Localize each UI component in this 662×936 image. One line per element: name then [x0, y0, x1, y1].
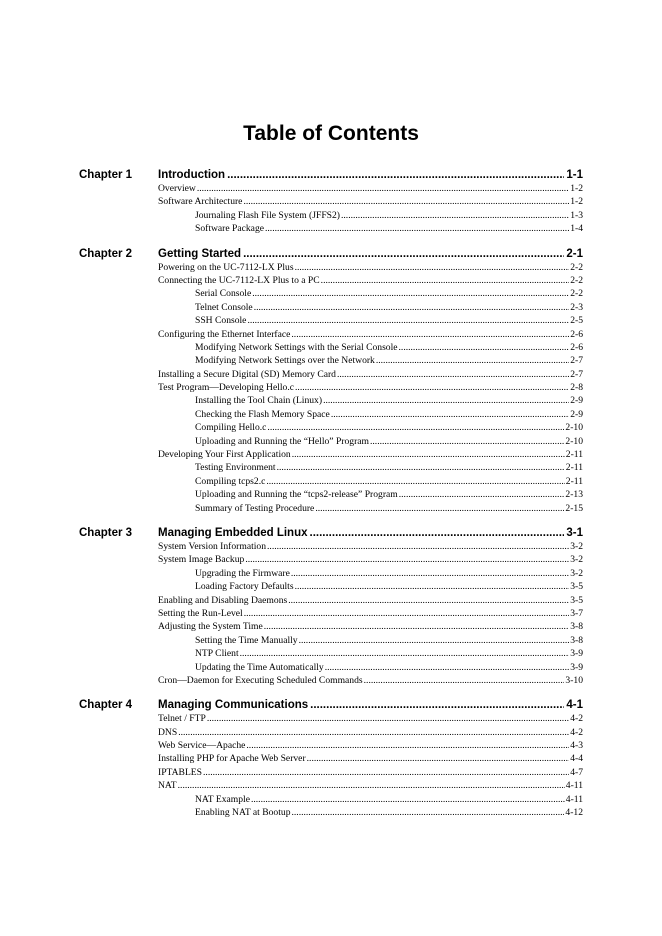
entry-page-number: 4-7	[570, 766, 583, 778]
entry-title: Telnet / FTP	[158, 713, 206, 725]
entry-title: Connecting the UC-7112-LX Plus to a PC	[158, 274, 320, 286]
dot-leader	[364, 674, 565, 687]
entry-title: Journaling Flash File System (JFFS2)	[195, 209, 340, 221]
entry-title: Installing the Tool Chain (Linux)	[195, 395, 323, 407]
entry-page-number: 3-9	[570, 648, 583, 660]
entry-page-number: 2-8	[570, 382, 583, 394]
entry-page-number: 2-6	[570, 341, 583, 353]
entry-page-number: 3-7	[570, 607, 583, 619]
entry-page-number: 2-2	[570, 288, 583, 300]
entry-page-number: 2-10	[565, 422, 583, 434]
toc-subsection-entry[interactable]	[195, 421, 583, 434]
page-title: Table of Contents	[243, 122, 419, 145]
toc-subsection-entry[interactable]	[195, 287, 583, 300]
entry-title: Summary of Testing Procedure	[195, 502, 315, 514]
chapter-section	[79, 526, 583, 687]
entry-page-number: 2-2	[570, 261, 583, 273]
toc-subsection-entry[interactable]	[195, 301, 583, 314]
dot-leader	[295, 381, 569, 394]
entry-page-number: 2-6	[570, 328, 583, 340]
toc-section-entry[interactable]	[158, 368, 583, 381]
dot-leader	[247, 314, 569, 327]
toc-section-entry[interactable]	[158, 261, 583, 274]
entry-title: Test Program—Developing Hello.c	[158, 382, 295, 394]
dot-leader	[178, 726, 569, 739]
entry-page-number: 2-11	[565, 462, 583, 474]
entry-title: Compiling Hello.c	[195, 422, 267, 434]
entry-page-number: 1-3	[570, 209, 583, 221]
toc-section-entry[interactable]	[158, 607, 583, 620]
entry-page-number: 2-9	[570, 408, 583, 420]
dot-leader	[341, 209, 569, 222]
toc-subsection-entry[interactable]	[195, 354, 583, 367]
entry-page-number: 2-5	[570, 315, 583, 327]
entry-title: Compiling tcps2.c	[195, 475, 266, 487]
chapter-heading[interactable]	[79, 168, 583, 182]
dot-leader	[288, 594, 569, 607]
dot-leader	[266, 475, 564, 488]
chapter-label: Chapter 1	[79, 169, 133, 181]
entry-page-number: 1-2	[570, 183, 583, 194]
dot-leader	[277, 461, 565, 474]
entry-page-number: 2-7	[570, 368, 583, 380]
entry-title: Web Service—Apache	[158, 740, 246, 752]
entry-title: Uploading and Running the “tcps2-release” Program	[195, 489, 398, 501]
toc-section-entry[interactable]	[158, 328, 583, 341]
dot-leader	[227, 168, 564, 182]
entry-title: Telnet Console	[195, 301, 253, 313]
entry-page-number: 3-8	[570, 621, 583, 633]
toc-section-entry[interactable]	[158, 712, 583, 725]
entry-page-number: 2-7	[570, 355, 583, 367]
toc-section-entry[interactable]	[158, 739, 583, 752]
entry-page-number: 3-5	[570, 594, 583, 606]
entry-title: DNS	[158, 726, 178, 738]
toc-subsection-entry[interactable]	[195, 793, 583, 806]
dot-leader	[310, 526, 565, 540]
entry-page-number: 3-2	[570, 540, 583, 552]
toc-subsection-entry[interactable]	[195, 394, 583, 407]
dot-leader	[299, 634, 570, 647]
toc-section-entry[interactable]	[158, 779, 583, 792]
toc-section-entry[interactable]	[158, 726, 583, 739]
entry-title: Powering on the UC-7112-LX Plus	[158, 261, 294, 273]
toc-subsection-entry[interactable]	[195, 806, 583, 819]
entry-page-number: 4-2	[570, 726, 583, 738]
dot-leader	[265, 222, 569, 235]
entry-page-number: 3-9	[570, 661, 583, 673]
entry-title: Serial Console	[195, 288, 252, 300]
chapter-title-line[interactable]	[158, 526, 583, 540]
entry-title: Setting the Run-Level	[158, 607, 243, 619]
chapter-page-number: 1-1	[566, 169, 583, 181]
toc-subsection-entry[interactable]	[195, 567, 583, 580]
dot-leader	[252, 287, 569, 300]
dot-leader	[246, 739, 569, 752]
entry-title: Software Architecture	[158, 196, 243, 208]
entry-title: Checking the Flash Memory Space	[195, 408, 330, 420]
dot-leader	[292, 806, 565, 819]
entry-title: Uploading and Running the “Hello” Program	[195, 435, 369, 447]
dot-leader	[310, 698, 564, 712]
chapter-label: Chapter 4	[79, 699, 133, 712]
dot-leader	[243, 195, 569, 208]
entry-title: IPTABLES	[158, 766, 203, 778]
entry-title: Software Package	[195, 223, 264, 235]
chapter-section	[79, 168, 583, 236]
toc-subsection-entry[interactable]	[195, 647, 583, 660]
entry-page-number: 3-2	[570, 554, 583, 566]
chapter-label: Chapter 2	[79, 247, 133, 260]
dot-leader	[337, 368, 569, 381]
entry-title: NAT Example	[195, 793, 250, 805]
toc-subsection-entry[interactable]	[195, 341, 583, 354]
entry-title: Installing PHP for Apache Web Server	[158, 753, 306, 765]
dot-leader	[251, 793, 565, 806]
dot-leader	[376, 354, 569, 367]
chapter-title-line[interactable]	[158, 247, 583, 261]
dot-leader	[399, 488, 565, 501]
entry-page-number: 2-11	[565, 475, 583, 487]
entry-page-number: 4-2	[570, 713, 583, 725]
entry-title: Enabling NAT at Bootup	[195, 807, 291, 819]
toc-subsection-entry[interactable]	[195, 408, 583, 421]
entry-page-number: 3-10	[565, 674, 583, 686]
entry-title: Enabling and Disabling Daemons	[158, 594, 288, 606]
dot-leader	[370, 435, 564, 448]
chapter-section	[79, 698, 583, 819]
dot-leader	[323, 394, 569, 407]
entry-title: Overview	[158, 183, 196, 194]
toc-subsection-entry[interactable]	[195, 314, 583, 327]
table-of-contents	[79, 168, 583, 830]
dot-leader	[292, 448, 565, 461]
dot-leader	[295, 261, 570, 274]
dot-leader	[331, 408, 569, 421]
entry-title: System Version Information	[158, 540, 267, 552]
toc-section-entry[interactable]	[158, 674, 583, 687]
chapter-heading[interactable]	[79, 698, 583, 712]
entry-page-number: 2-9	[570, 395, 583, 407]
dot-leader	[178, 779, 565, 792]
entry-page-number: 3-8	[570, 634, 583, 646]
entry-title: Upgrading the Firmware	[195, 567, 290, 579]
entry-title: Updating the Time Automatically	[195, 661, 324, 673]
dot-leader	[325, 661, 569, 674]
entry-title: SSH Console	[195, 315, 247, 327]
dot-leader	[291, 328, 569, 341]
entry-page-number: 2-10	[565, 435, 583, 447]
dot-leader	[207, 712, 569, 725]
toc-subsection-entry[interactable]	[195, 435, 583, 448]
toc-section-entry[interactable]	[158, 620, 583, 633]
entry-page-number: 3-2	[570, 567, 583, 579]
entry-page-number: 4-11	[565, 780, 583, 792]
entry-title: NTP Client	[195, 648, 239, 660]
toc-subsection-entry[interactable]	[195, 580, 583, 593]
entry-title: Setting the Time Manually	[195, 634, 298, 646]
dot-leader	[197, 182, 569, 195]
toc-section-entry[interactable]	[158, 752, 583, 765]
entry-page-number: 2-15	[565, 502, 583, 514]
entry-title: Developing Your First Application	[158, 449, 291, 461]
dot-leader	[244, 607, 569, 620]
entry-page-number: 4-3	[570, 740, 583, 752]
chapter-title: Managing Communications	[158, 699, 309, 712]
entry-title: Installing a Secure Digital (SD) Memory Card	[158, 368, 336, 380]
toc-section-entry[interactable]	[158, 182, 583, 195]
toc-subsection-entry[interactable]	[195, 475, 583, 488]
entry-page-number: 4-12	[565, 807, 583, 819]
entry-page-number: 2-3	[570, 301, 583, 313]
dot-leader	[291, 567, 569, 580]
toc-section-entry[interactable]	[158, 766, 583, 779]
chapter-title-line[interactable]	[158, 168, 583, 182]
dot-leader	[315, 502, 564, 515]
chapter-title: Managing Embedded Linux	[158, 526, 308, 539]
toc-section-entry[interactable]	[158, 540, 583, 553]
dot-leader	[399, 341, 570, 354]
toc-section-entry[interactable]	[158, 594, 583, 607]
entry-title: System Image Backup	[158, 554, 245, 566]
toc-section-entry[interactable]	[158, 448, 583, 461]
entry-title: Cron—Daemon for Executing Scheduled Commands	[158, 674, 363, 686]
dot-leader	[243, 247, 564, 261]
chapter-title: Getting Started	[158, 247, 242, 260]
chapter-title: Introduction	[158, 169, 226, 181]
dot-leader	[203, 766, 569, 779]
toc-subsection-entry[interactable]	[195, 502, 583, 515]
toc-section-entry[interactable]	[158, 274, 583, 287]
entry-title: Adjusting the System Time	[158, 621, 263, 633]
entry-title: NAT	[158, 780, 177, 792]
toc-subsection-entry[interactable]	[195, 209, 583, 222]
dot-leader	[264, 620, 569, 633]
dot-leader	[267, 540, 569, 553]
entry-title: Testing Environment	[195, 462, 276, 474]
entry-title: Loading Factory Defaults	[195, 581, 294, 593]
entry-page-number: 3-5	[570, 581, 583, 593]
chapter-page-number: 4-1	[566, 699, 583, 712]
entry-title: Modifying Network Settings with the Serial Console	[195, 341, 398, 353]
toc-subsection-entry[interactable]	[195, 661, 583, 674]
toc-subsection-entry[interactable]	[195, 222, 583, 235]
entry-page-number: 1-4	[570, 223, 583, 235]
toc-section-entry[interactable]	[158, 381, 583, 394]
entry-title: Configuring the Ethernet Interface	[158, 328, 291, 340]
dot-leader	[321, 274, 570, 287]
entry-page-number: 4-11	[565, 793, 583, 805]
chapter-page-number: 3-1	[566, 526, 583, 539]
dot-leader	[307, 752, 570, 765]
dot-leader	[245, 553, 569, 566]
dot-leader	[254, 301, 570, 314]
dot-leader	[295, 580, 570, 593]
chapter-heading[interactable]	[79, 526, 583, 540]
toc-section-entry[interactable]	[158, 195, 583, 208]
entry-page-number: 2-2	[570, 274, 583, 286]
toc-subsection-entry[interactable]	[195, 634, 583, 647]
entry-page-number: 2-13	[565, 489, 583, 501]
entry-title: Modifying Network Settings over the Network	[195, 355, 375, 367]
dot-leader	[267, 421, 564, 434]
chapter-section	[79, 247, 583, 515]
entry-page-number: 4-4	[570, 753, 583, 765]
toc-subsection-entry[interactable]	[195, 461, 583, 474]
entry-page-number: 2-11	[565, 449, 583, 461]
toc-section-entry[interactable]	[158, 553, 583, 566]
chapter-page-number: 2-1	[566, 247, 583, 260]
dot-leader	[240, 647, 570, 660]
chapter-label: Chapter 3	[79, 526, 133, 539]
chapter-title-line[interactable]	[158, 698, 583, 712]
entry-page-number: 1-2	[570, 196, 583, 208]
toc-subsection-entry[interactable]	[195, 488, 583, 501]
chapter-heading[interactable]	[79, 247, 583, 261]
